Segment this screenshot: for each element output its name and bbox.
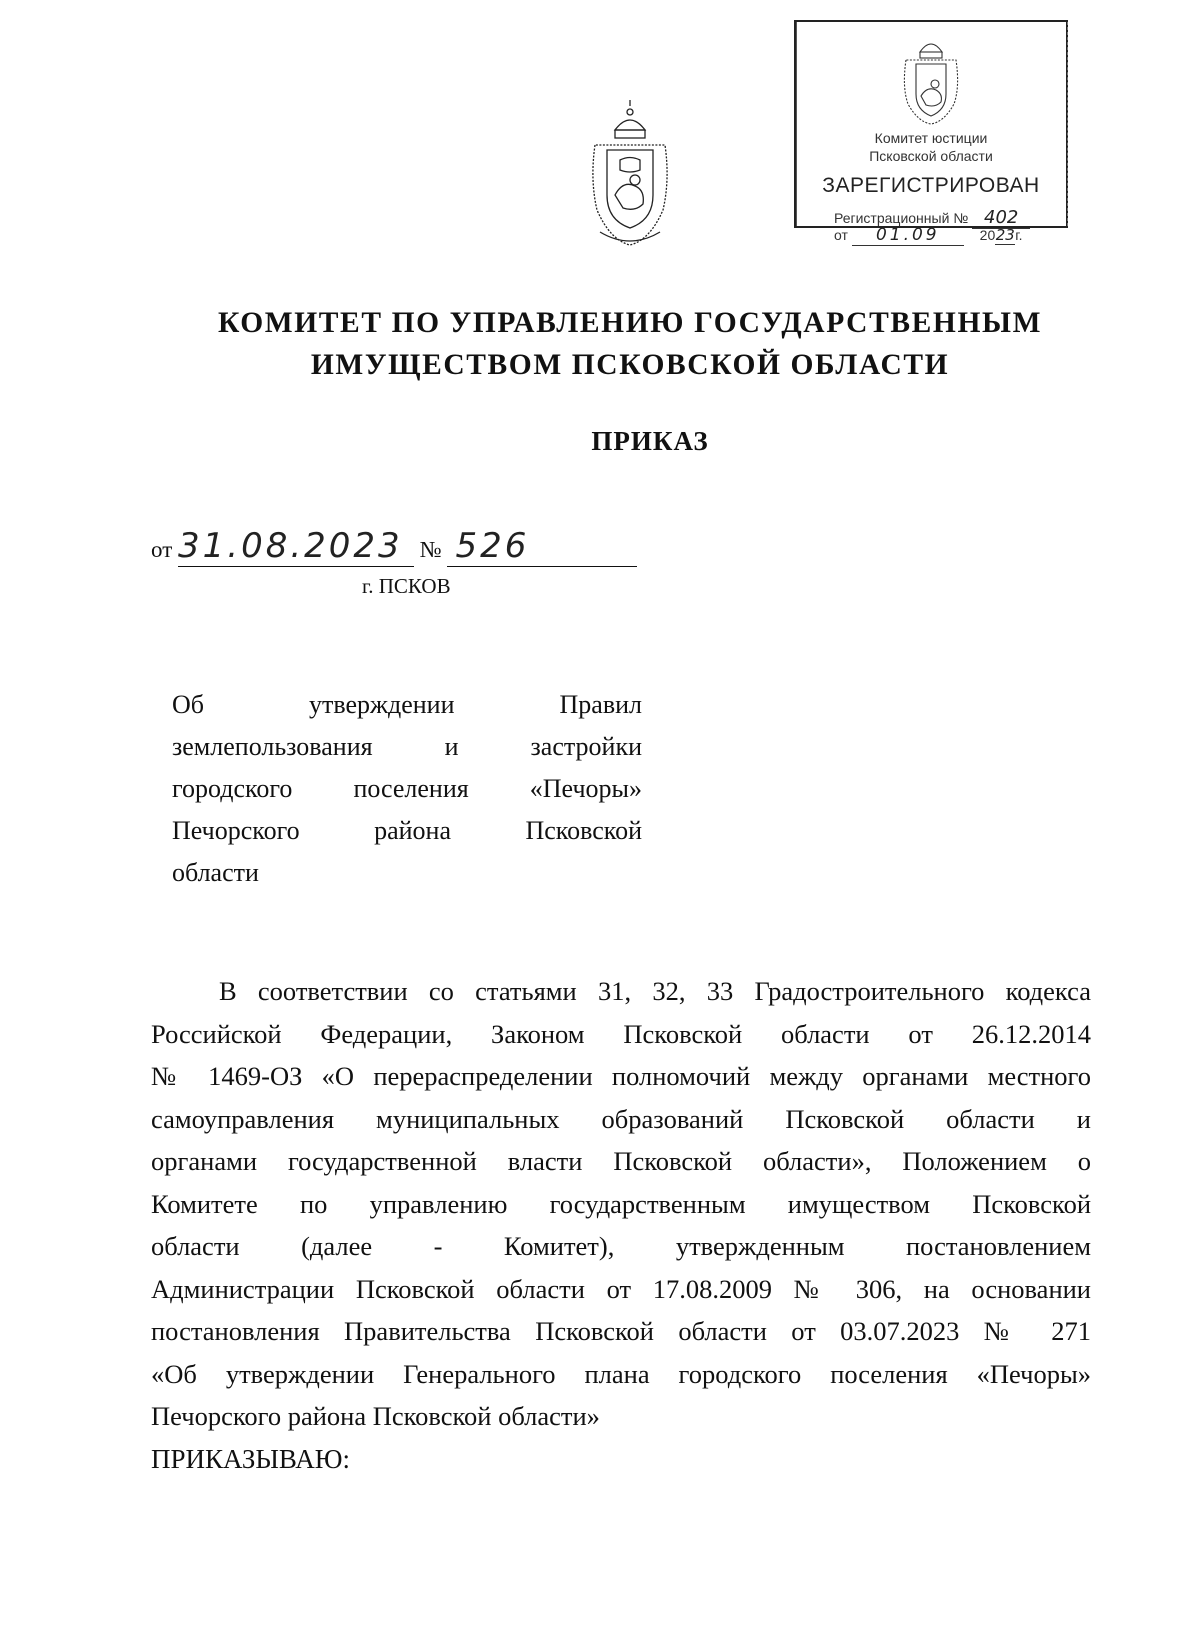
body-line: области (далее - Комитет), утвержденным постановлением	[151, 1231, 1091, 1261]
subject-line: Об утверждении Правил	[172, 690, 642, 719]
registration-stamp	[794, 20, 1068, 245]
stamp-coat-of-arms-icon	[896, 32, 966, 127]
stamp-date-row	[834, 225, 1023, 246]
document-type-title: ПРИКАЗ	[591, 426, 709, 456]
body-line: самоуправления муниципальных образований Псковской области и	[151, 1103, 1091, 1134]
body-line: Комитете по управлению государственным имуществом Псковской	[151, 1188, 1091, 1219]
stamp-date-value: 01.09	[852, 225, 964, 246]
body-line: Российской Федерации, Законом Псковской области от 26.12.2014	[151, 1018, 1091, 1049]
stamp-year-suffix: г.	[1015, 227, 1023, 243]
body-line: № 1469-ОЗ «О перераспределении полномочий между органами местного	[151, 1061, 1091, 1091]
stamp-reg-number-value: 402	[972, 207, 1030, 229]
stamp-year-value: 23	[995, 226, 1015, 244]
body-line: Печорского района Псковской области»	[151, 1401, 600, 1431]
order-number-prefix: №	[419, 537, 442, 562]
order-date-prefix: от	[151, 537, 173, 562]
body-line: органами государственной власти Псковской области», Положением о	[151, 1146, 1091, 1176]
stamp-org-line-1: Комитет юстиции	[874, 130, 988, 146]
stamp-org-line-2: Псковской области	[869, 148, 993, 164]
order-subject	[172, 684, 642, 894]
subject-line: землепользования и застройки	[172, 732, 642, 761]
organization-title-line-2: ИМУЩЕСТВОМ ПСКОВСКОЙ ОБЛАСТИ	[310, 349, 950, 381]
stamp-registered-text: ЗАРЕГИСТРИРОВАН	[822, 174, 1040, 197]
body-line: «Об утверждении Генерального плана городского поселения «Печоры»	[151, 1358, 1091, 1389]
stamp-year-prefix: 20	[979, 227, 996, 243]
organization-title	[150, 302, 1110, 386]
subject-line: городского поселения «Печоры»	[172, 774, 642, 803]
organization-title-line-1: КОМИТЕТ ПО УПРАВЛЕНИЮ ГОСУДАРСТВЕННЫМ	[217, 307, 1043, 339]
stamp-date-prefix: от	[834, 227, 848, 243]
stamp-reg-number-label: Регистрационный №	[834, 210, 969, 226]
order-date-value: 31.08.2023	[178, 526, 414, 567]
body-line: В соответствии со статьями 31, 32, 33 Градостроительного кодекса	[219, 976, 1091, 1006]
body-line: Администрации Псковской области от 17.08.2009 № 306, на основании	[151, 1273, 1091, 1304]
order-decree-word: ПРИКАЗЫВАЮ:	[151, 1444, 350, 1474]
subject-line: области	[172, 858, 259, 887]
order-date-number-line	[151, 526, 637, 567]
order-city: г. ПСКОВ	[362, 574, 451, 598]
subject-line: Печорского района Псковской	[172, 816, 642, 845]
body-line: постановления Правительства Псковской области от 03.07.2023 № 271	[151, 1316, 1091, 1346]
coat-of-arms-emblem	[585, 100, 675, 250]
order-body-paragraph	[151, 970, 1091, 1438]
order-number-value: 526	[447, 526, 637, 567]
